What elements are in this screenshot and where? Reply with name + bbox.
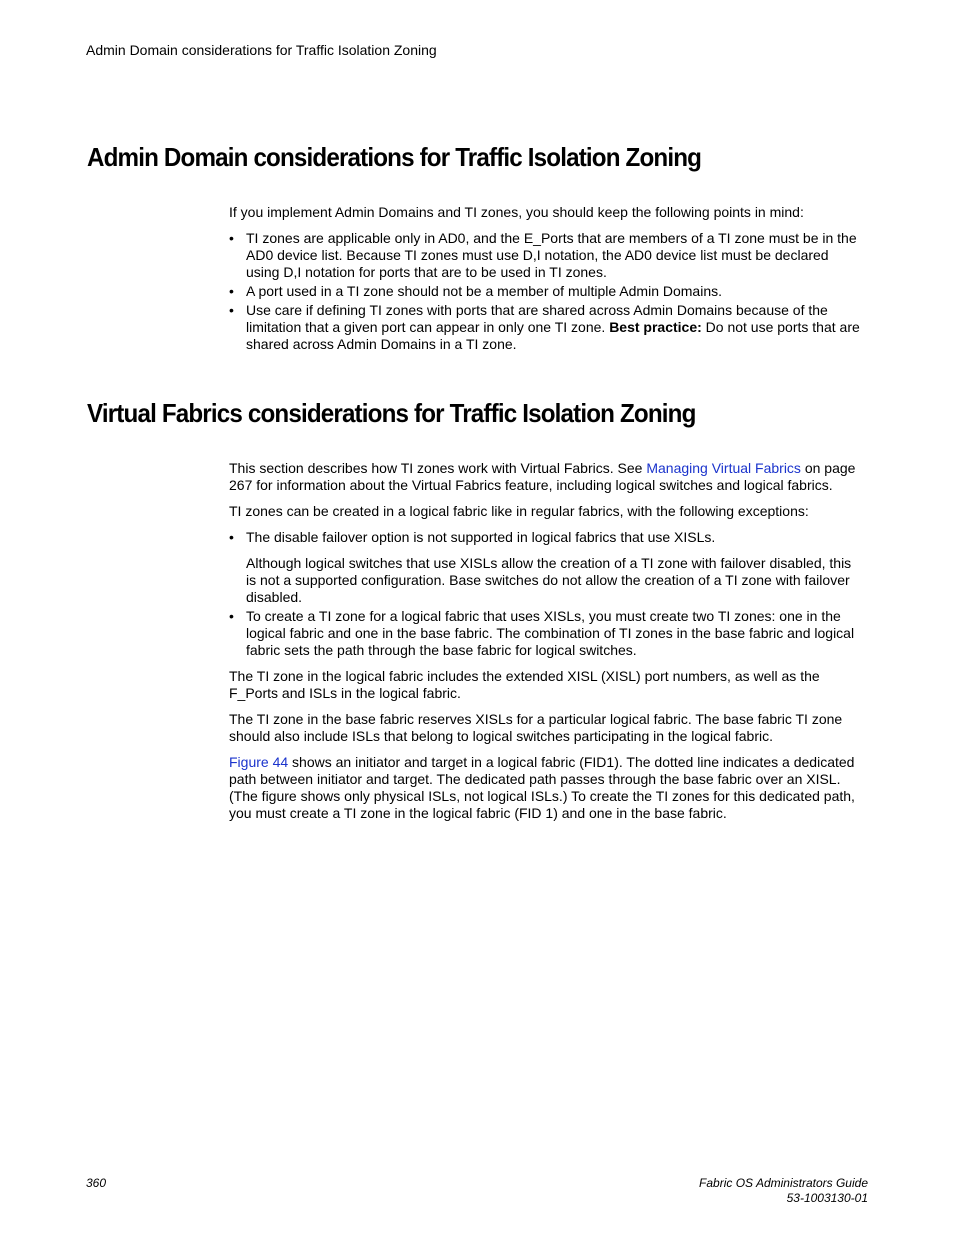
list-item-text: Do not use ports that are shared across Admin Domains in a TI zone. bbox=[246, 319, 860, 352]
page-number: 360 bbox=[86, 1176, 107, 1190]
list-item-text: TI zones are applicable only in AD0, and the E_Ports that are members of a TI zone must be in the AD0 device list. Because TI zones must use D,I notation, the AD0 device list must be declared using D,I notation for ports that are to be used in TI zones. bbox=[246, 230, 857, 280]
bullet-glyph: • bbox=[229, 608, 234, 624]
paragraph: The TI zone in the logical fabric includes the extended XISL (XISL) port numbers, as well as the F_Ports and ISLs in the logical fabric. bbox=[229, 668, 820, 701]
doc-number: 53-1003130-01 bbox=[786, 1191, 868, 1205]
bullet-glyph: • bbox=[229, 302, 234, 318]
bullet-list-virtual-fabrics bbox=[229, 529, 865, 659]
list-item bbox=[229, 230, 865, 281]
bullet-glyph: • bbox=[229, 283, 234, 299]
list-item-text: Use care if defining TI zones with ports that are shared across Admin Domains because of the limitation that a given port can appear in only one TI zone. bbox=[246, 302, 828, 335]
paragraph: The TI zone in the base fabric reserves XISLs for a particular logical fabric. The base fabric TI zone should also include ISLs that belong to logical switches participating in the logical fabric. bbox=[229, 711, 843, 744]
paragraph-text: on page 267 for information about the Virtual Fabrics feature, including logical switches and logical fabrics. bbox=[229, 460, 856, 493]
paragraph bbox=[229, 460, 865, 494]
intro-paragraph: If you implement Admin Domains and TI zones, you should keep the following points in mind: bbox=[229, 204, 804, 220]
bullet-glyph: • bbox=[229, 230, 234, 246]
managing-virtual-fabrics-link[interactable]: Managing Virtual Fabrics bbox=[646, 460, 801, 476]
list-item-text: A port used in a TI zone should not be a member of multiple Admin Domains. bbox=[246, 283, 722, 299]
paragraph bbox=[229, 754, 865, 822]
figure-44-link[interactable]: Figure 44 bbox=[229, 754, 289, 770]
list-item bbox=[229, 302, 865, 353]
section-body-virtual-fabrics bbox=[229, 460, 865, 831]
bullet-list-admin-domain bbox=[229, 230, 865, 353]
list-item bbox=[229, 283, 865, 300]
guide-title: Fabric OS Administrators Guide bbox=[699, 1176, 868, 1190]
list-item-text: The disable failover option is not supported in logical fabrics that use XISLs. bbox=[246, 529, 716, 545]
section-body-admin-domain bbox=[229, 204, 865, 362]
footer-doc-info bbox=[699, 1176, 868, 1206]
running-header: Admin Domain considerations for Traffic Isolation Zoning bbox=[86, 42, 437, 58]
list-item-subtext: Although logical switches that use XISLs allow the creation of a TI zone with failover disabled, this is not a supported configuration. Base switches do not allow the creation of a TI zone with failover disabled. bbox=[246, 555, 852, 605]
paragraph-text: This section describes how TI zones work with Virtual Fabrics. See bbox=[229, 460, 643, 476]
list-item bbox=[229, 608, 865, 659]
bullet-glyph: • bbox=[229, 529, 234, 545]
list-item bbox=[229, 529, 865, 606]
list-item-text: To create a TI zone for a logical fabric that uses XISLs, you must create two TI zones: one in the logical fabric and one in the base fabric. The combination of TI zones in the base fabric and logical fabric sets the path through the base fabric for logical switches. bbox=[246, 608, 855, 658]
section-heading-virtual-fabrics: Virtual Fabrics considerations for Traffic Isolation Zoning bbox=[87, 398, 696, 428]
best-practice-label: Best practice: bbox=[609, 319, 702, 335]
paragraph-text: shows an initiator and target in a logical fabric (FID1). The dotted line indicates a dedicated path between initiator and target. The dedicated path passes through the base fabric over an XISL. (The figure shows only physical ISLs, not logical ISLs.) To create the TI zones for this dedicated path, you must create a TI zone in the logical fabric (FID 1) and one in the base fabric. bbox=[229, 754, 855, 821]
paragraph: TI zones can be created in a logical fabric like in regular fabrics, with the following exceptions: bbox=[229, 503, 809, 519]
section-heading-admin-domain: Admin Domain considerations for Traffic Isolation Zoning bbox=[87, 142, 702, 172]
